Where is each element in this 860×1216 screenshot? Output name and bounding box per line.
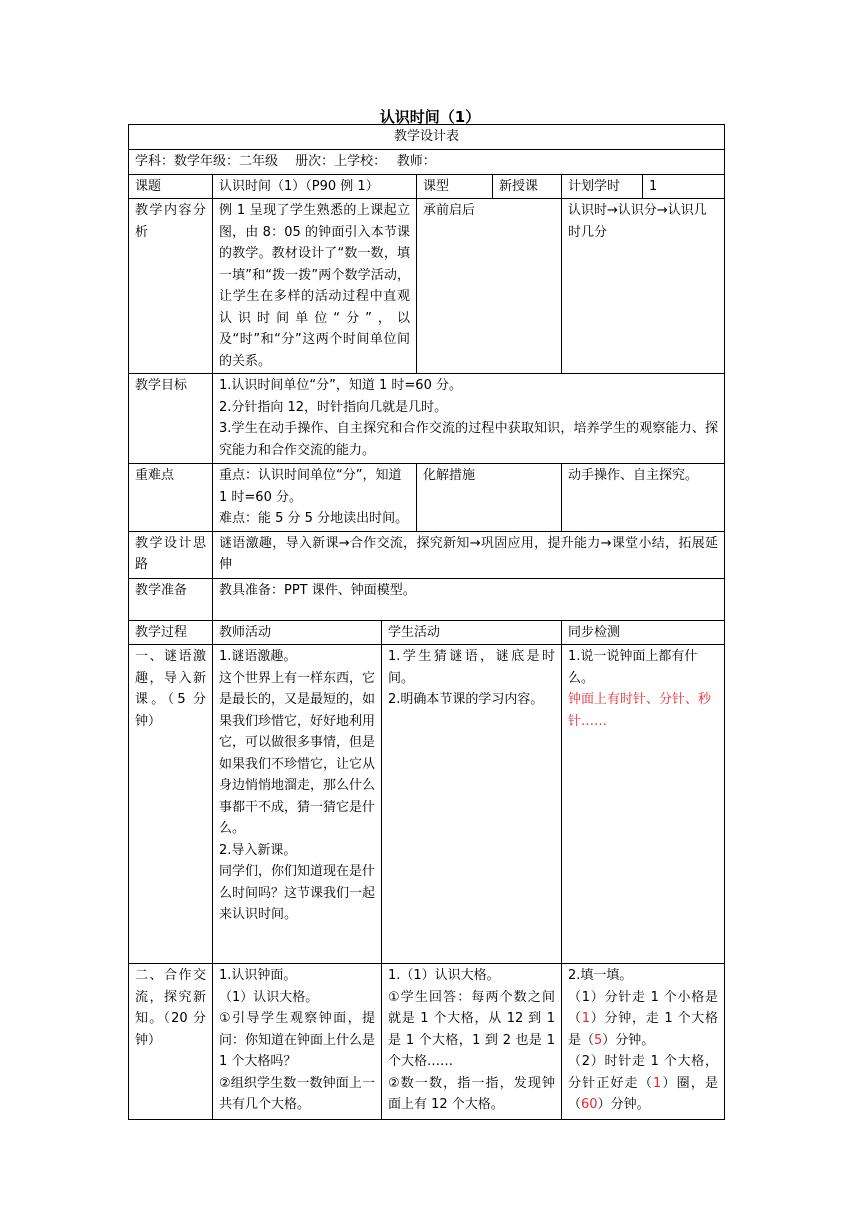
text-line: （1）认识大格。 [219, 989, 319, 1005]
stage1-student [382, 645, 562, 964]
text-line: ②数一数，指一指，发现钟面上有 12 个大格。 [388, 1075, 555, 1112]
analysis-label: 教学内容分析 [129, 199, 213, 374]
text-line: 2.导入新课。 [219, 842, 297, 858]
answer-1-lap: 1 [653, 1075, 662, 1091]
prep-label: 教学准备 [129, 578, 213, 620]
course-type-value: 新授课 [493, 174, 562, 199]
process-col-stage: 教学过程 [129, 620, 213, 645]
process-col-student: 学生活动 [382, 620, 562, 645]
lesson-plan-table [128, 124, 725, 1120]
text-line: 这个世界上有一样东西，它是最长的，又是最短的，如果我们珍惜它，好好地利用它，可以做很多事情，但是如果我们不珍惜它，让它从身边悄悄地溜走，那么什么事都干不成，猜一猜它是什么。 [219, 670, 376, 836]
text-line: 1.（1）认识大格。 [388, 968, 500, 983]
meta-line: 学科：数学年级：二年级 册次：上学校： 教师： [129, 150, 725, 175]
key-points [213, 464, 417, 532]
analysis-right-text: 认识时→认识分→认识几时几分 [562, 199, 725, 374]
goals-label: 教学目标 [129, 374, 213, 464]
goals-list [213, 374, 725, 464]
text-line: 1.学生猜谜语，谜底是时间。 [388, 649, 555, 686]
stage2-student [382, 964, 562, 1120]
fill-blank-1: （1）分针走 1 个小格是（1）分钟，走 1 个大格是（5）分钟。 [568, 989, 719, 1048]
process-col-teacher: 教师活动 [213, 620, 382, 645]
answer-1: 1 [581, 1011, 591, 1026]
goal-item: 1.认识时间单位“分”，知道 1 时=60 分。 [219, 378, 462, 393]
course-type-label: 课型 [417, 174, 493, 199]
check-answer: 钟面上有时针、分针、秒针…… [568, 692, 712, 729]
stage1-teacher [213, 645, 382, 964]
goal-item: 3.学生在动手操作、自主探究和合作交流的过程中获取知识，培养学生的观察能力、探究能力和合作交流的能力。 [219, 421, 719, 458]
check-title: 2.填一填。 [568, 968, 633, 983]
stage2-check [562, 964, 725, 1120]
key-label: 重难点 [129, 464, 213, 532]
text-line: 1.认识钟面。 [219, 968, 297, 983]
course-value: 认识时间（1）（P90 例 1） [213, 174, 417, 199]
answer-60: 60 [581, 1097, 598, 1112]
stage1-check [562, 645, 725, 964]
stage2-teacher [213, 964, 382, 1120]
course-hours-value: 1 [643, 174, 725, 199]
goal-item: 2.分针指向 12，时针指向几就是几时。 [219, 399, 448, 415]
key-point: 重点：认识时间单位“分”，知道 1 时=60 分。 [219, 468, 402, 505]
course-hours-label: 计划学时 [562, 174, 643, 199]
prep-text: 教具准备：PPT 课件、钟面模型。 [213, 578, 725, 620]
answer-5: 5 [594, 1032, 603, 1048]
document-title: 认识时间（1） [379, 108, 481, 126]
stage2-label: 二、合作交流，探究新知。（20 分钟） [129, 964, 213, 1120]
stage1-label: 一、谜语激趣，导入新课。（5 分钟） [129, 645, 213, 964]
key-right-text: 动手操作、自主探究。 [562, 464, 725, 532]
text-line: 2.明确本节课的学习内容。 [388, 692, 544, 707]
table-heading: 教学设计表 [129, 125, 725, 150]
text-line: 同学们，你们知道现在是什么时间吗？这节课我们一起来认识时间。 [219, 864, 376, 922]
idea-text: 谜语激趣，导入新课→合作交流，探究新知→巩固应用，提升能力→课堂小结，拓展延伸 [213, 531, 725, 578]
analysis-mid-label: 承前启后 [417, 199, 562, 374]
text-line: ①引导学生观察钟面，提问：你知道在钟面上什么是 1 个大格吗？ [219, 1011, 376, 1069]
idea-label: 教学设计思路 [129, 531, 213, 578]
text-line: ②组织学生数一数钟面上一共有几个大格。 [219, 1075, 375, 1112]
process-col-check: 同步检测 [562, 620, 725, 645]
analysis-text: 例 1 呈现了学生熟悉的上课起立图，由 8：05 的钟面引入本节课的教学。教材设计了“数一数，填一填”和“拨一拨”两个数学活动，让学生在多样的活动过程中直观认识时间单位“分”，以及“时”和“分”这两个时间单位间的关系。 [213, 199, 417, 374]
text-line: 1.谜语激趣。 [219, 649, 297, 664]
course-label: 课题 [129, 174, 213, 199]
key-mid-label: 化解措施 [417, 464, 562, 532]
text-line: ①学生回答：每两个数之间就是 1 个大格，从 12 到 1 是 1 个大格，1 到 2 也是 1 个大格…… [388, 989, 555, 1069]
difficult-point: 难点：能 5 分 5 分地读出时间。 [219, 511, 409, 526]
fill-blank-2: （2）时针走 1 个大格，分针正好走（1）圈，是（60）分钟。 [568, 1054, 719, 1112]
check-question: 1.说一说钟面上都有什么。 [568, 649, 698, 686]
